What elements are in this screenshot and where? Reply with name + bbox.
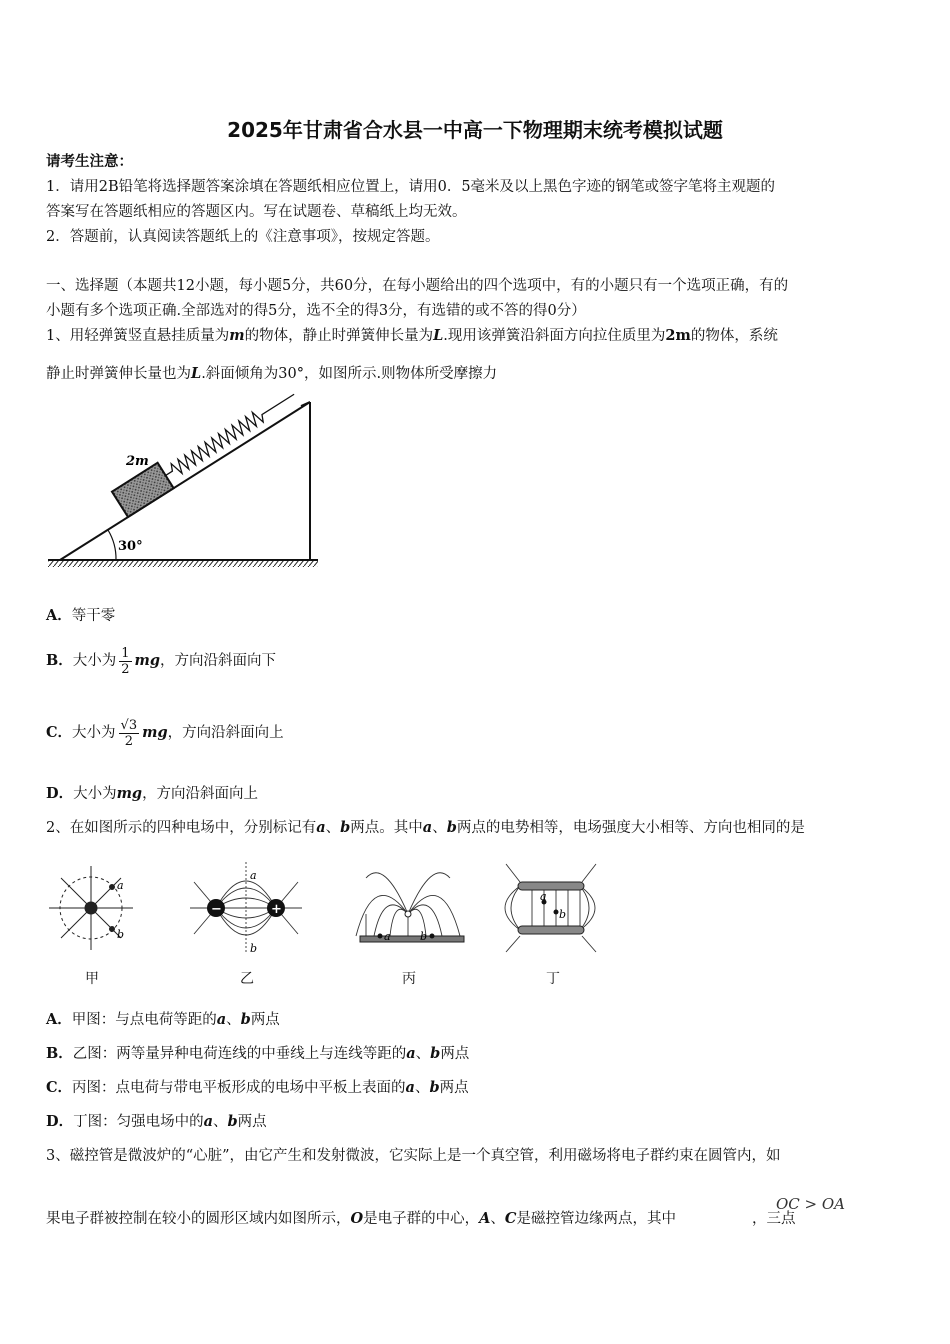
q2-option-b[interactable]: B．乙图：两等量异种电荷连线的中垂线上与连线等距的a、b两点	[46, 1045, 470, 1062]
q3-stem-line-1: 3、磁控管是微波炉的“心脏”，由它产生和发射微波，它实际上是一个真空管，利用磁场将电子群约束在圆管内，如	[46, 1148, 781, 1164]
q2-option-d[interactable]: D．丁图：匀强电场中的a、b两点	[46, 1113, 267, 1130]
q1-stem-line-2: 静止时弹簧伸长量也为L.斜面倾角为30°，如图所示.则物体所受摩擦力	[46, 365, 498, 382]
section-1-line-2: 小题有多个选项正确.全部选对的得5分，选不全的得3分，有选错的或不答的得0分）	[46, 303, 586, 319]
ding-point-b: b	[559, 908, 567, 921]
q1-stem-line-1: 1、用轻弹簧竖直悬挂质量为m的物体，静止时弹簧伸长量为L.现用该弹簧沿斜面方向拉住质里为2m的物体，系统	[46, 327, 778, 344]
incline-surface	[60, 402, 310, 560]
q2-field-figures	[44, 858, 614, 970]
jia-point-a: a	[117, 879, 124, 892]
q2-option-c[interactable]: C．丙图：点电荷与带电平板形成的电场中平板上表面的a、b两点	[46, 1079, 469, 1096]
ding-point-a: a	[540, 890, 547, 903]
yi-point-a: a	[250, 869, 257, 882]
charged-plate	[360, 936, 464, 942]
notice-item-2: 2．答题前，认真阅读答题纸上的《注意事项》，按规定答题。	[46, 229, 440, 245]
negative-sign: −	[211, 902, 222, 917]
q1-incline-figure	[44, 392, 320, 574]
fraction-one-half: $\frac{1}{2}$	[121, 645, 130, 677]
positive-sign: +	[271, 902, 282, 917]
notice-item-1-line-1: 1．请用2B铅笔将选择题答案涂填在答题纸相应位置上，请用0．5毫米及以上黑色字迹的钢笔或签字笔将主观题的	[46, 179, 776, 195]
ground-hatching	[48, 560, 318, 567]
q1-option-c[interactable]: C．大小为 $\frac{√3}{2}$ mg，方向沿斜面向上	[46, 717, 284, 749]
block-2m	[112, 463, 174, 517]
caption-ding: 丁	[546, 971, 560, 987]
lower-plate	[518, 926, 584, 934]
figure-bing	[356, 873, 460, 936]
jia-point-b: b	[117, 928, 125, 941]
yi-point-b: b	[250, 942, 258, 955]
section-1-line-1: 一、选择题（本题共12小题，每小题5分，共60分，在每小题给出的四个选项中，有的小题只有一个选项正确，有的	[46, 278, 789, 294]
figure-ding	[505, 864, 596, 952]
caption-yi: 乙	[240, 971, 254, 987]
q1-option-b[interactable]: B．大小为 $\frac{1}{2}$ mg，方向沿斜面向下	[46, 645, 277, 677]
page-title: 2025年甘肃省合水县一中高一下物理期末统考模拟试题	[227, 118, 723, 142]
notice-heading: 请考生注意：	[46, 153, 133, 170]
fraction-root3-over-2: $\frac{√3}{2}$	[120, 717, 138, 749]
upper-plate	[518, 882, 584, 890]
caption-jia: 甲	[85, 971, 99, 987]
bing-point-charge	[405, 911, 411, 917]
mass-label: 2m	[126, 454, 149, 469]
figure-yi	[190, 862, 302, 954]
q3-inequality: OC > OA	[776, 1195, 846, 1213]
spring	[162, 392, 298, 481]
caption-bing: 丙	[402, 971, 416, 987]
q1-option-d[interactable]: D．大小为mg，方向沿斜面向上	[46, 785, 259, 802]
angle-arc	[108, 530, 116, 560]
q2-option-a[interactable]: A．甲图：与点电荷等距的a、b两点	[46, 1011, 280, 1028]
notice-item-1-line-2: 答案写在答题纸相应的答题区内。写在试题卷、草稿纸上均无效。	[46, 204, 467, 220]
angle-label: 30°	[118, 539, 143, 554]
q2-stem: 2、在如图所示的四种电场中，分别标记有a、b两点。其中a、b两点的电势相等，电场强度大小相等、方向也相同的是	[46, 819, 805, 836]
bing-point-b: b	[420, 930, 428, 943]
q3-stem-line-2: 果电子群被控制在较小的圆形区域内如图所示，O是电子群的中心，A、C是磁控管边缘两点，其中 ，三点	[46, 1210, 796, 1227]
q1-option-a[interactable]: A．等干零	[46, 607, 116, 624]
bing-point-a: a	[384, 930, 391, 943]
